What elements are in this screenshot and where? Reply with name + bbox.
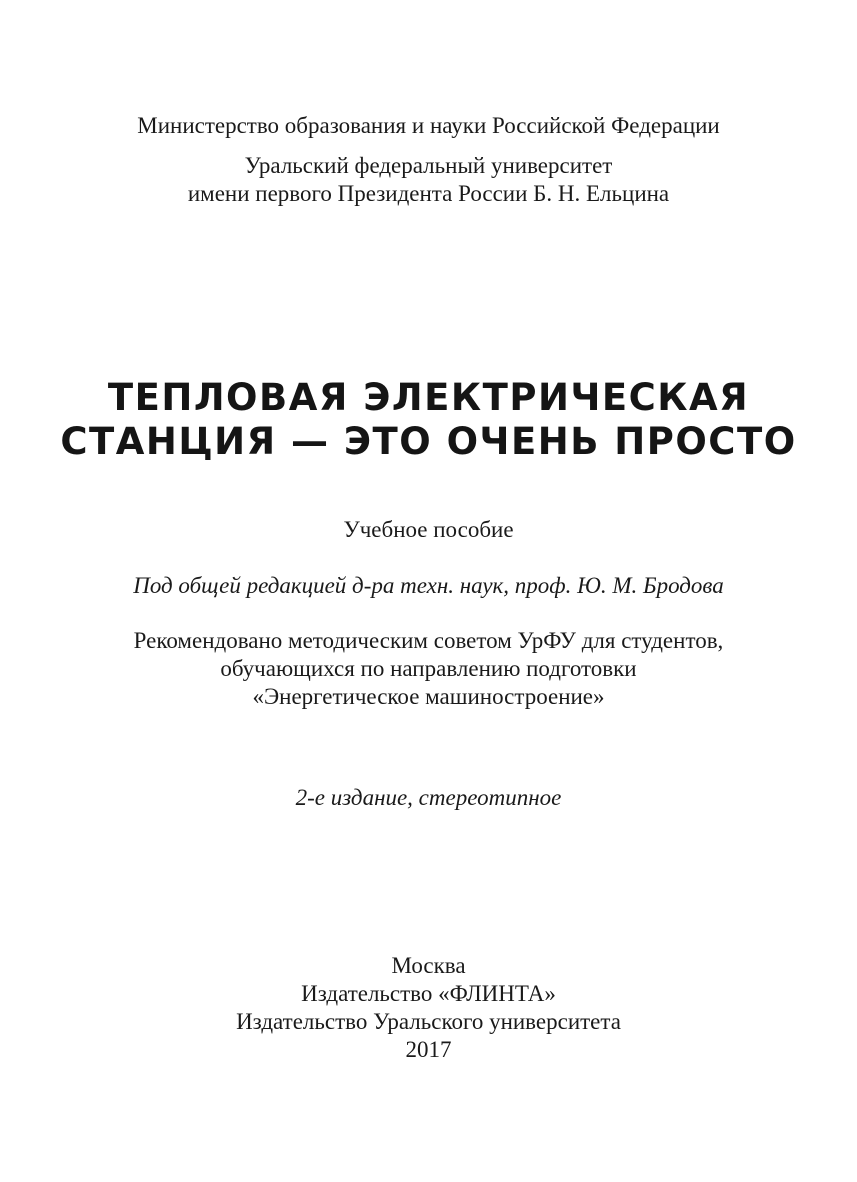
book-title-line-1: ТЕПЛОВАЯ ЭЛЕКТРИЧЕСКАЯ [107,376,750,419]
editor-line: Под общей редакцией д-ра техн. наук, проф. Ю. М. Бродова [133,573,724,598]
ministry-line: Министерство образования и науки Российской Федерации [137,113,720,138]
book-title-line-2: СТАНЦИЯ — ЭТО ОЧЕНЬ ПРОСТО [60,420,797,463]
university-line-2: имени первого Президента России Б. Н. Ельцина [187,181,670,206]
imprint-city: Москва [391,953,466,978]
imprint-publisher-1: Издательство «ФЛИНТА» [301,981,556,1006]
recommendation-line-1: Рекомендовано методическим советом УрФУ для студентов, [133,628,724,653]
university-line-1: Уральский федеральный университет [244,153,613,178]
document-type: Учебное пособие [343,517,514,542]
edition-line: 2-е издание, стереотипное [295,785,562,810]
imprint-year: 2017 [405,1037,452,1062]
recommendation-line-2: обучающихся по направлению подготовки [220,656,637,681]
imprint-publisher-2: Издательство Уральского университета [236,1009,621,1034]
recommendation-line-3: «Энергетическое машиностроение» [252,684,605,709]
